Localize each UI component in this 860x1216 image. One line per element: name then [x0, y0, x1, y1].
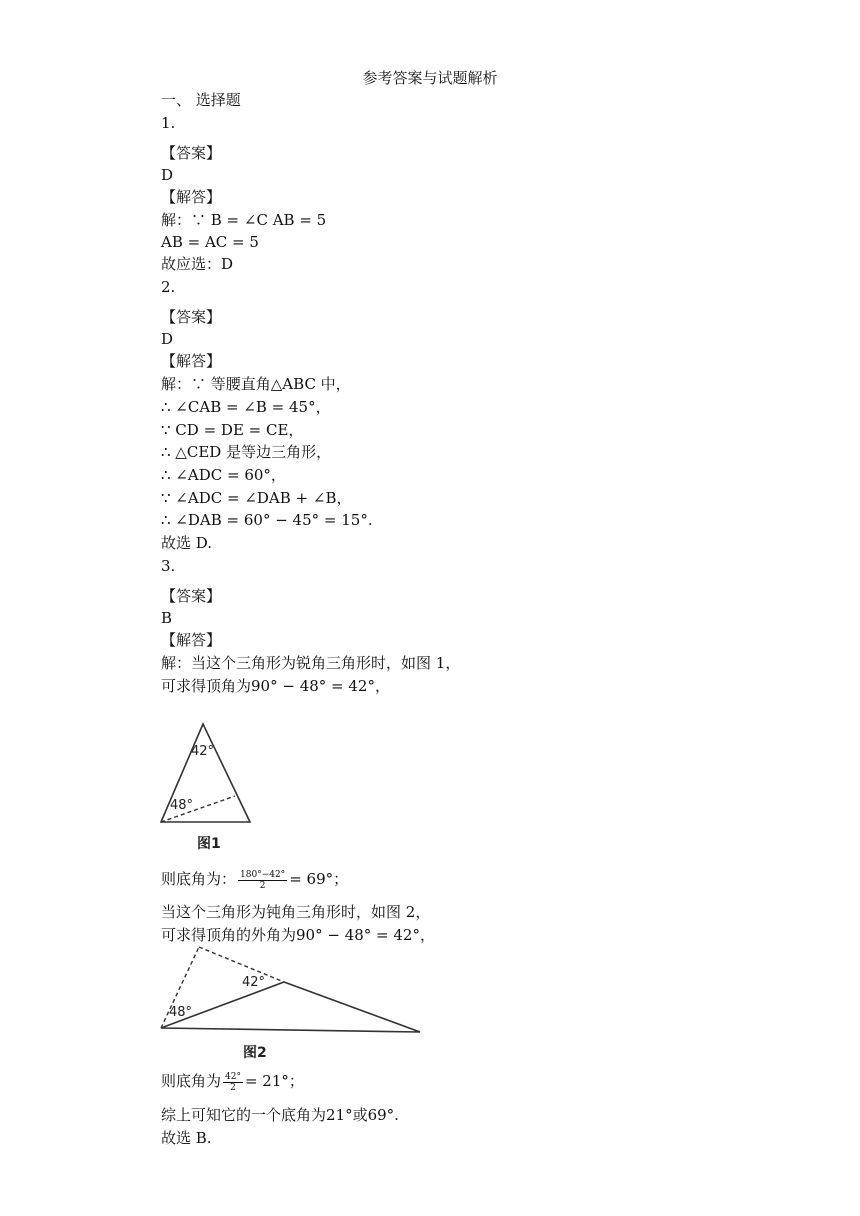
- fig2-base-angle-label: 48°: [169, 1005, 193, 1020]
- q3-number: 3.: [161, 557, 176, 575]
- fig1-base-angle-label: 48°: [170, 798, 194, 813]
- fraction-denominator: 2: [230, 1082, 236, 1093]
- q3-line: 可求得顶角为90° − 48° = 42°，: [161, 677, 390, 695]
- q2-answer: D: [161, 330, 174, 348]
- q3-analysis-heading: 【解答】: [161, 631, 222, 649]
- q1-line: AB = AC = 5: [161, 233, 259, 251]
- fig2-top-angle-label: 42°: [242, 975, 266, 990]
- fraction-numerator: 180°−42°: [240, 869, 286, 880]
- q3-base2-fraction: [223, 1072, 243, 1093]
- q2-answer-heading: 【答案】: [161, 308, 222, 326]
- q2-line: ∴ ∠ADC = 60°，: [161, 466, 286, 484]
- q1-answer: D: [161, 166, 174, 184]
- q1-number: 1.: [161, 114, 176, 132]
- fig1-caption: 图1: [197, 836, 221, 852]
- q2-line: ∵ CD = DE = CE，: [161, 421, 304, 439]
- q2-line: ∵ ∠ADC = ∠DAB + ∠B，: [161, 489, 352, 507]
- q3-line: 故选 B.: [161, 1129, 212, 1147]
- q1-answer-heading: 【答案】: [161, 144, 222, 162]
- section-heading: 一、 选择题: [161, 91, 241, 109]
- q2-line: 解：∵ 等腰直角△ABC 中，: [161, 375, 351, 393]
- q2-line: ∴ ∠CAB = ∠B = 45°，: [161, 398, 331, 416]
- q3-line: 解：当这个三角形为锐角三角形时，如图 1，: [161, 654, 461, 672]
- q2-analysis-heading: 【解答】: [161, 352, 222, 370]
- q2-number: 2.: [161, 278, 176, 296]
- q2-line: ∴ ∠DAB = 60° − 45° = 15°.: [161, 511, 373, 529]
- q2-line: ∴ △CED 是等边三角形，: [161, 443, 332, 461]
- q3-base1-suffix: = 69°；: [289, 870, 349, 888]
- q3-base-angle-line-1: [161, 869, 348, 891]
- q2-line: 故选 D.: [161, 534, 213, 552]
- q1-line: 解：∵ B = ∠C AB = 5: [161, 211, 327, 229]
- q3-line: 综上可知它的一个底角为21°或69°.: [161, 1106, 399, 1124]
- q3-base-angle-line-2: [161, 1071, 304, 1093]
- q3-base2-prefix: 则底角为: [161, 1072, 222, 1090]
- q3-answer-heading: 【答案】: [161, 587, 222, 605]
- fig2-triangle: [161, 982, 420, 1032]
- q3-base1-prefix: 则底角为：: [161, 870, 237, 888]
- fraction-numerator: 42°: [225, 1071, 241, 1082]
- figure-2-obtuse-triangle: [155, 942, 425, 1062]
- fig2-caption: 图2: [243, 1045, 267, 1061]
- figure-1-acute-triangle: [155, 718, 275, 853]
- q3-answer: B: [161, 609, 173, 627]
- q3-base2-suffix: = 21°；: [244, 1072, 304, 1090]
- fig1-top-angle-label: 42°: [191, 744, 215, 759]
- q3-line: 当这个三角形为钝角三角形时，如图 2，: [161, 903, 431, 921]
- q1-analysis-heading: 【解答】: [161, 188, 222, 206]
- q3-line: 可求得顶角的外角为90° − 48° = 42°，: [161, 926, 435, 944]
- q3-base1-fraction: [238, 870, 287, 891]
- q1-line: 故应选：D: [161, 255, 234, 273]
- page-title: 参考答案与试题解析: [362, 69, 498, 87]
- fraction-denominator: 2: [259, 880, 266, 891]
